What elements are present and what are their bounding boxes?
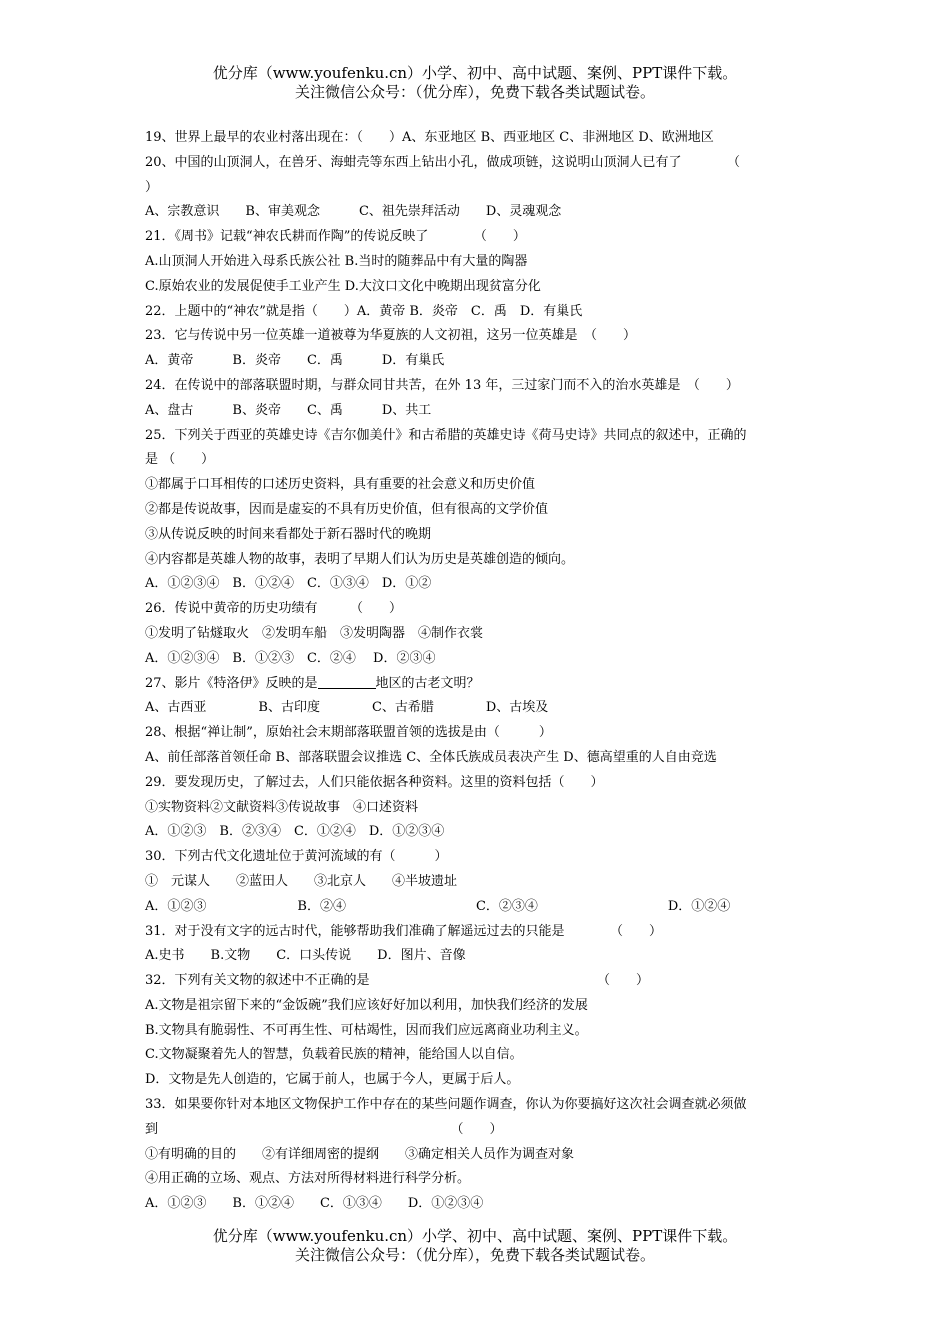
question-29: 29．要发现历史，了解过去，人们只能依据各种资料。这里的资料包括（ ） [145, 774, 604, 790]
question-24-options: A、盘古 B、炎帝 C、禹 D、共工 [145, 402, 432, 418]
question-23: 23．它与传说中另一位英雄一道被尊为华夏族的人文初祖，这另一位英雄是 （ ） [145, 328, 637, 344]
question-27-suffix: 地区的古老文明？ [375, 675, 480, 691]
question-33-cont: 到 （ ） [145, 1121, 503, 1137]
question-25-cont: 是 （ ） [145, 452, 215, 468]
page-header [0, 64, 950, 102]
question-25-item-2: ②都是传说故事，因而是虚妄的不具有历史价值，但有很高的文学价值 [145, 501, 549, 517]
question-29-options: A．①②③ B．②③④ C．①②④ D．①②③④ [145, 824, 445, 840]
question-32-option-a: A.文物是祖宗留下来的“金饭碗”我们应该好好加以利用，加快我们经济的发展 [145, 997, 588, 1013]
question-25-item-1: ①都属于口耳相传的口述历史资料，具有重要的社会意义和历史价值 [145, 477, 536, 493]
question-28: 28、根据“禅让制”，原始社会末期部落联盟首领的选拔是由（ ） [145, 725, 552, 741]
question-19: 19、世界上最早的农业村落出现在：（ ）A、东亚地区 B、西亚地区 C、非洲地区 D、欧洲地区 [145, 130, 714, 145]
fill-blank [318, 674, 376, 689]
question-25-options: A．①②③④ B．①②④ C．①③④ D．①② [145, 576, 432, 592]
question-30-items: ① 元谋人 ②蓝田人 ③北京人 ④半坡遗址 [145, 873, 458, 889]
question-25-item-4: ④内容都是英雄人物的故事，表明了早期人们认为历史是英雄创造的倾向。 [145, 551, 575, 567]
question-25-item-3: ③从传说反映的时间来看都处于新石器时代的晚期 [145, 526, 432, 542]
question-32-option-b: B.文物具有脆弱性、不可再生性、可枯竭性，因而我们应远离商业功利主义。 [145, 1022, 588, 1038]
question-33-item-4: ④用正确的立场、观点、方法对所得材料进行科学分析。 [145, 1171, 471, 1187]
question-27-options: A、古西亚 B、古印度 C、古希腊 D、古埃及 [145, 700, 549, 716]
question-22: 22．上题中的“神农”就是指（ ）A．黄帝 B．炎帝 C．禹 D．有巢氏 [145, 303, 583, 319]
footer-line-1: 优分库（www.youfenku.cn）小学、初中、高中试题、案例、PPT课件下载。 [212, 1227, 738, 1245]
question-21-options-ab: A.山顶洞人开始进入母系氏族公社 B.当时的随葬品中有大量的陶器 [145, 253, 528, 269]
question-23-options: A．黄帝 B．炎帝 C．禹 D．有巢氏 [145, 353, 445, 369]
header-line-1: 优分库（www.youfenku.cn）小学、初中、高中试题、案例、PPT课件下载。 [212, 64, 738, 82]
question-32-option-d: D．文物是先人创造的，它属于前人，也属于今人，更属于后人。 [145, 1072, 520, 1088]
question-24: 24．在传说中的部落联盟时期，与群众同甘共苦，在外 13 年，三过家门而不入的治水英雄是 （ ） [145, 377, 739, 393]
question-31: 31．对于没有文字的远古时代，能够帮助我们准确了解遥远过去的只能是 （ ） [145, 923, 663, 939]
question-32: 32．下列有关文物的叙述中不正确的是 （ ） [145, 973, 650, 989]
question-32-option-c: C.文物凝聚着先人的智慧，负载着民族的精神，能给国人以自信。 [145, 1047, 523, 1063]
question-33: 33．如果要你针对本地区文物保护工作中存在的某些问题作调查，你认为你要搞好这次社会调查就必须做 [145, 1097, 747, 1113]
question-33-options: A．①②③ B．①②④ C．①③④ D．①②③④ [145, 1196, 484, 1212]
question-26-options: A．①②③④ B．①②③ C．②④ D．②③④ [145, 650, 436, 666]
question-30: 30．下列古代文化遗址位于黄河流域的有（ ） [145, 849, 448, 865]
footer-line-2: 关注微信公众号：（优分库），免费下载各类试题试卷。 [294, 1246, 655, 1264]
question-26-items: ①发明了钻燧取火 ②发明车船 ③发明陶器 ④制作衣裳 [145, 625, 484, 641]
question-21-options-cd: C.原始农业的发展促使手工业产生 D.大汶口文化中晚期出现贫富分化 [145, 278, 541, 294]
question-31-options: A.史书 B.文物 C．口头传说 D．图片、音像 [145, 948, 466, 964]
question-30-options: A．①②③ B．②④ C．②③④ D．①②④ [145, 898, 731, 914]
question-20-options: A、宗教意识 B、审美观念 C、祖先崇拜活动 D、灵魂观念 [145, 204, 562, 220]
question-26: 26．传说中黄帝的历史功绩有 （ ） [145, 601, 403, 617]
question-list [145, 126, 815, 1217]
question-28-options: A、前任部落首领任命 B、部落联盟会议推选 C、全体氏族成员表决产生 D、德高望重的人自由竞选 [145, 749, 717, 765]
question-21: 21．《周书》记载“神农氏耕而作陶”的传说反映了 （ ） [145, 229, 526, 245]
question-25: 25．下列关于西亚的英雄史诗《吉尔伽美什》和古希腊的英雄史诗《荷马史诗》共同点的叙述中，正确的 [145, 427, 747, 443]
question-27 [145, 672, 815, 697]
question-33-items-123: ①有明确的目的 ②有详细周密的提纲 ③确定相关人员作为调查对象 [145, 1146, 575, 1162]
page-footer [0, 1227, 950, 1265]
question-27-stem: 27、影片《特洛伊》反映的是 [145, 675, 318, 691]
question-20: 20、中国的山顶洞人，在兽牙、海蚶壳等东西上钻出小孔，做成项链，这说明山顶洞人已有了 （ [145, 154, 741, 170]
header-line-2: 关注微信公众号：（优分库），免费下载各类试题试卷。 [294, 83, 655, 101]
question-20-cont: ） [145, 179, 159, 195]
question-29-items: ①实物资料②文献资料③传说故事 ④口述资料 [145, 799, 419, 815]
